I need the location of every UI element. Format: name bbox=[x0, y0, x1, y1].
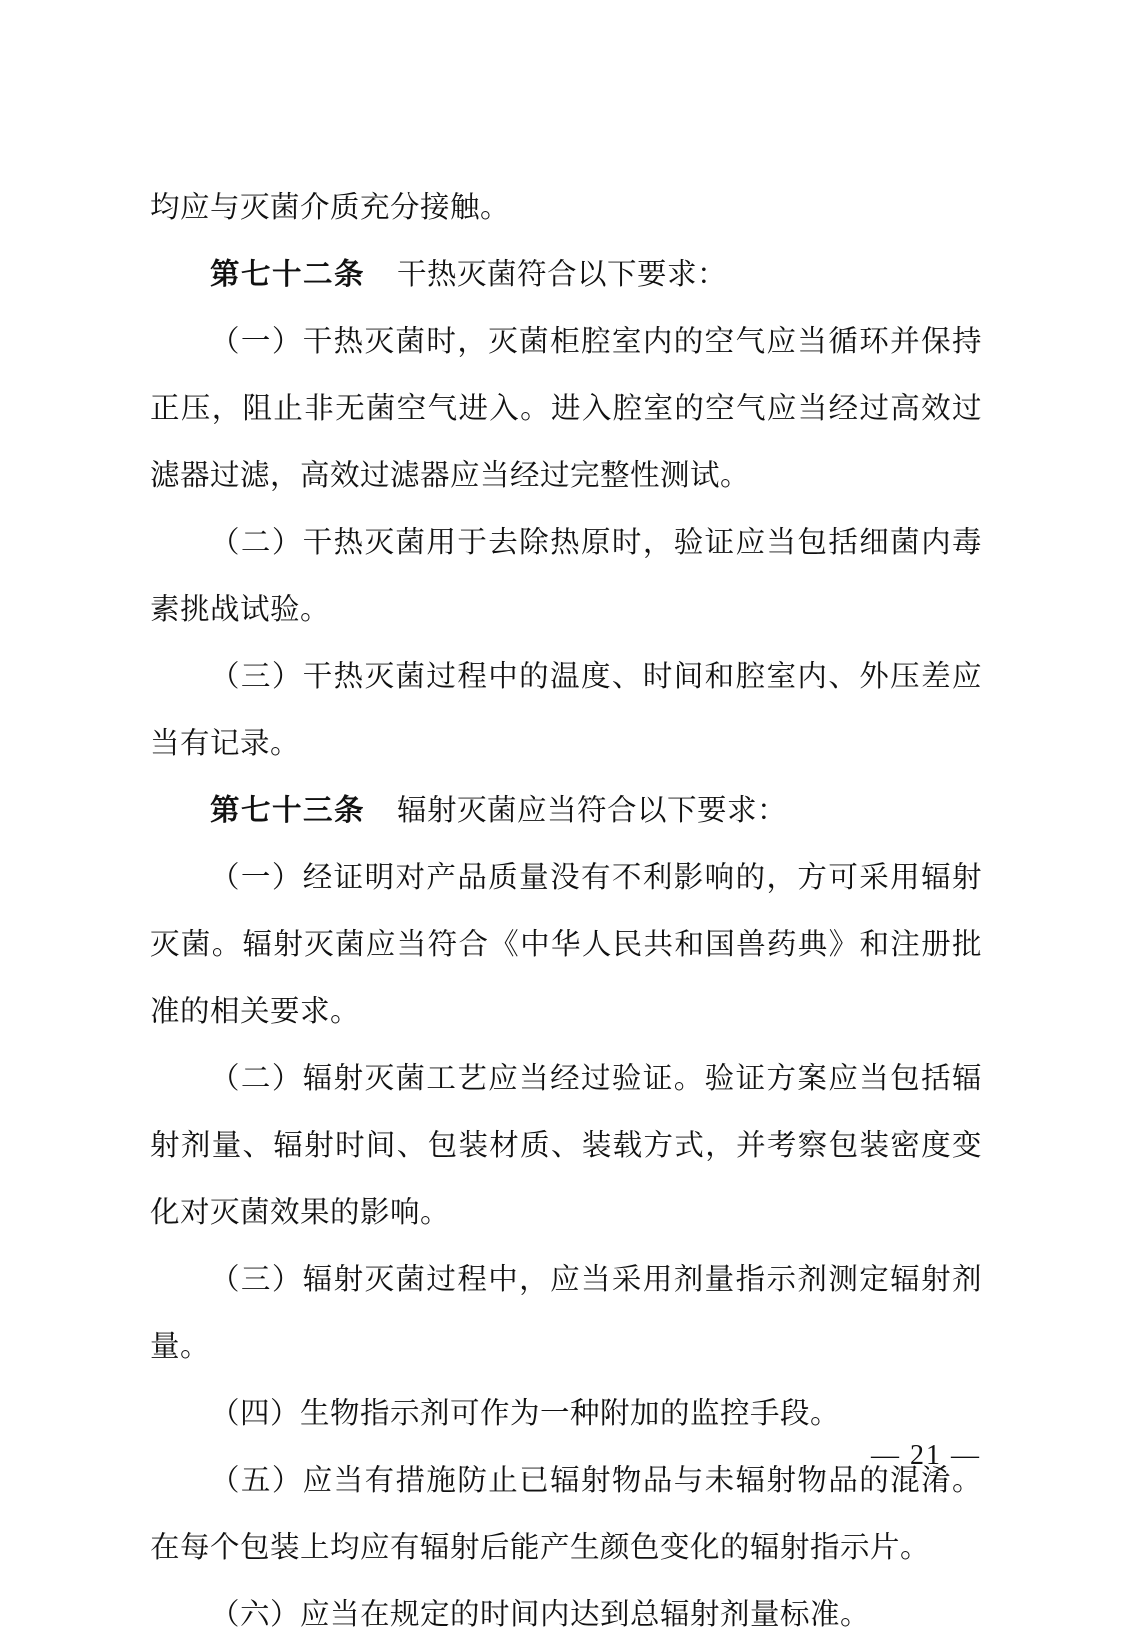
clause-73-2: （二）辐射灭菌工艺应当经过验证。验证方案应当包括辐射剂量、辐射时间、包装材质、装载方式，并考察包装密度变化对灭菌效果的影响。 bbox=[150, 1063, 982, 1229]
page-number: — 21 — bbox=[871, 1440, 981, 1471]
clause-73-1: （一）经证明对产品质量没有不利影响的，方可采用辐射灭菌。辐射灭菌应当符合《中华人民共和国兽药典》和注册批准的相关要求。 bbox=[150, 862, 982, 1028]
article-title-73: 辐射灭菌应当符合以下要求： bbox=[397, 795, 788, 827]
article-heading-73 bbox=[150, 778, 982, 845]
clause-73-3: （三）辐射灭菌过程中，应当采用剂量指示剂测定辐射剂量。 bbox=[150, 1264, 982, 1363]
article-number-72: 第七十二条 bbox=[210, 259, 366, 291]
clause-72-2: （二）干热灭菌用于去除热原时，验证应当包括细菌内毒素挑战试验。 bbox=[150, 527, 982, 626]
page-body bbox=[150, 175, 982, 1649]
article-number-73: 第七十三条 bbox=[210, 795, 366, 827]
clause-73-4: （四）生物指示剂可作为一种附加的监控手段。 bbox=[210, 1398, 841, 1430]
clause-72-3: （三）干热灭菌过程中的温度、时间和腔室内、外压差应当有记录。 bbox=[150, 661, 982, 760]
clause-72-1: （一）干热灭菌时，灭菌柜腔室内的空气应当循环并保持正压，阻止非无菌空气进入。进入腔室的空气应当经过高效过滤器过滤，高效过滤器应当经过完整性测试。 bbox=[150, 326, 982, 492]
article-heading-72 bbox=[150, 242, 982, 309]
paragraph-continued: 均应与灭菌介质充分接触。 bbox=[150, 192, 511, 224]
clause-73-5: （五）应当有措施防止已辐射物品与未辐射物品的混淆。在每个包装上均应有辐射后能产生颜色变化的辐射指示片。 bbox=[150, 1465, 982, 1564]
clause-73-6: （六）应当在规定的时间内达到总辐射剂量标准。 bbox=[210, 1599, 871, 1631]
article-title-72: 干热灭菌符合以下要求： bbox=[397, 259, 728, 291]
